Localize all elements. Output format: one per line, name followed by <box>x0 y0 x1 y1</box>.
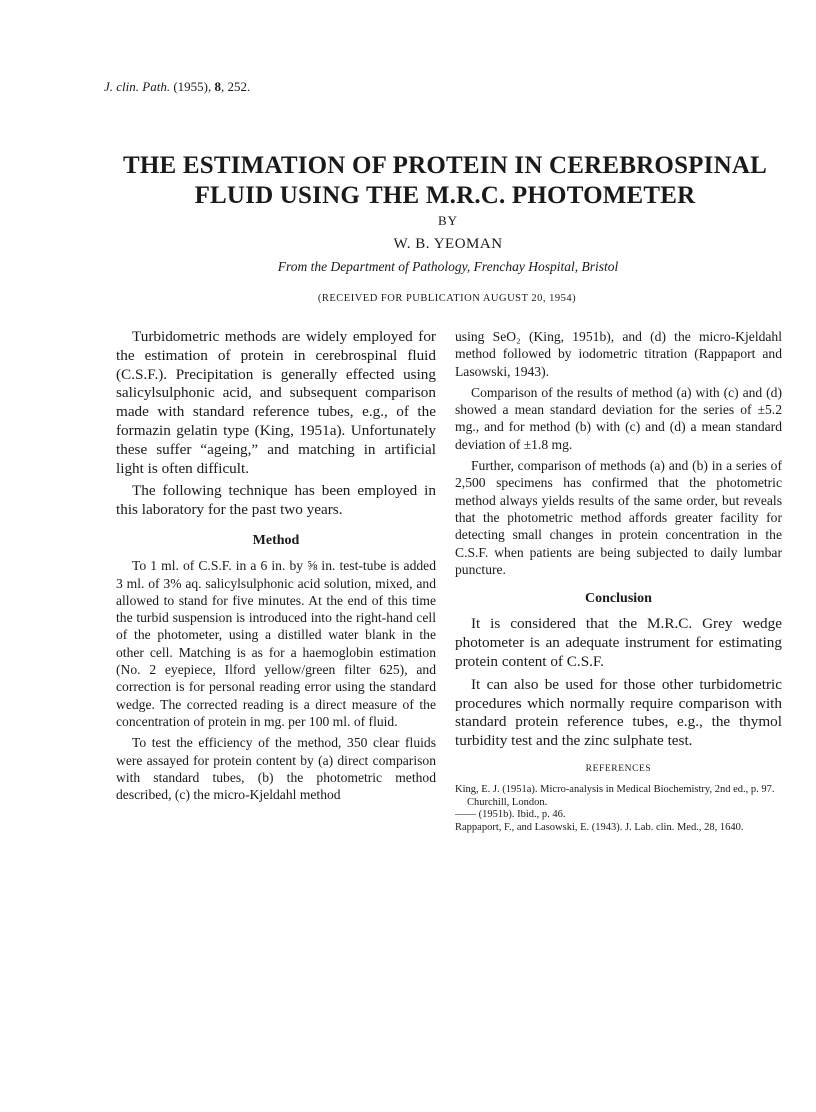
citation-year: (1955), <box>170 79 215 94</box>
method-paragraph-4: Further, comparison of methods (a) and (b) in a series of 2,500 specimens has confirmed that the photometric method always yields results of the same order, but reveals that the photometric method affords greater facility for detecting small changes in protein concentration in the C.S.F. when patients are being subjected to daily lumbar puncture. <box>455 458 782 577</box>
received-date: (RECEIVED FOR PUBLICATION AUGUST 20, 1954) <box>317 293 577 304</box>
references-heading: REFERENCES <box>585 764 652 775</box>
conclusion-heading: Conclusion <box>585 591 652 607</box>
article-title <box>100 151 790 211</box>
author-affiliation: From the Department of Pathology, Frenchay Hospital, Bristol <box>277 259 619 274</box>
citation-page: , 252. <box>221 79 251 94</box>
reference-item: King, E. J. (1951a). Micro-analysis in Medical Biochemistry, 2nd ed., p. 97. Churchill, London. <box>455 784 775 808</box>
intro-paragraph-2: The following technique has been employed in this laboratory for the past two years. <box>116 482 436 519</box>
citation-volume: 8 <box>214 79 221 94</box>
reference-item: —— (1951b). Ibid., p. 46. <box>455 809 566 821</box>
reference-item: Rappaport, F., and Lasowski, E. (1943). J. Lab. clin. Med., 28, 1640. <box>455 821 744 833</box>
title-line-2: FLUID USING THE M.R.C. PHOTOMETER <box>194 182 696 209</box>
conclusion-paragraph-2: It can also be used for those other turbidometric procedures which normally require comparison with standard protein reference tubes, e.g., the thymol turbidity test and the zinc sulphate test. <box>455 675 782 750</box>
method-paragraph-1: To 1 ml. of C.S.F. in a 6 in. by ⅝ in. test-tube is added 3 ml. of 3% aq. salicylsulphonic acid solution, mixed, and allowed to stand for five minutes. At the end of this time the turbid suspension is introduced into the right-hand cell of the photometer, using a distilled water blank in the other cell. Matching is as for a haemoglobin estimation (No. 2 eyepiece, Ilford yellow/green filter 625), and correction is for personal reading error using the standard wedge. The corrected reading is a direct measure of the concentration of protein in mg. per 100 ml. of fluid. <box>116 558 436 729</box>
author-name: W. B. YEOMAN <box>393 236 503 252</box>
title-line-1: THE ESTIMATION OF PROTEIN IN CEREBROSPINAL <box>123 152 767 179</box>
method-paragraph-3: Comparison of the results of method (a) with (c) and (d) showed a mean standard deviation for the series of ±5.2 mg., and for method (b) with (c) and (d) a mean standard deviation of ±1.8 mg. <box>455 384 782 452</box>
left-column <box>116 328 436 803</box>
journal-citation <box>104 79 250 95</box>
byline-by: BY <box>437 213 459 228</box>
method-paragraph-2: To test the efficiency of the method, 350 clear fluids were assayed for protein content by (a) direct comparison with standard tubes, (b) the photometric method described, (c) the micro-Kjeldahl method <box>116 735 436 803</box>
method-paragraph-2-continued: using SeO₂ (King, 1951b), and (d) the micro-Kjeldahl method followed by iodometric titration (Rappaport and Lasowski, 1943). <box>455 329 782 379</box>
citation-journal: J. clin. Path. <box>104 79 171 94</box>
references-list <box>455 784 782 834</box>
conclusion-paragraph-1: It is considered that the M.R.C. Grey wedge photometer is an adequate instrument for estimating protein content of C.S.F. <box>455 615 782 671</box>
right-column <box>455 328 782 834</box>
intro-paragraph-1: Turbidometric methods are widely employed for the estimation of protein in cerebrospinal fluid (C.S.F.). Precipitation is generally effected using salicylsulphonic acid, and subsequent comparison made with standard reference tubes, e.g., of the formazin gelatin type (King, 1951a). Unfortunately these suffer “ageing,” and matching in artificial light is often difficult. <box>116 328 436 477</box>
method-heading: Method <box>252 532 300 548</box>
